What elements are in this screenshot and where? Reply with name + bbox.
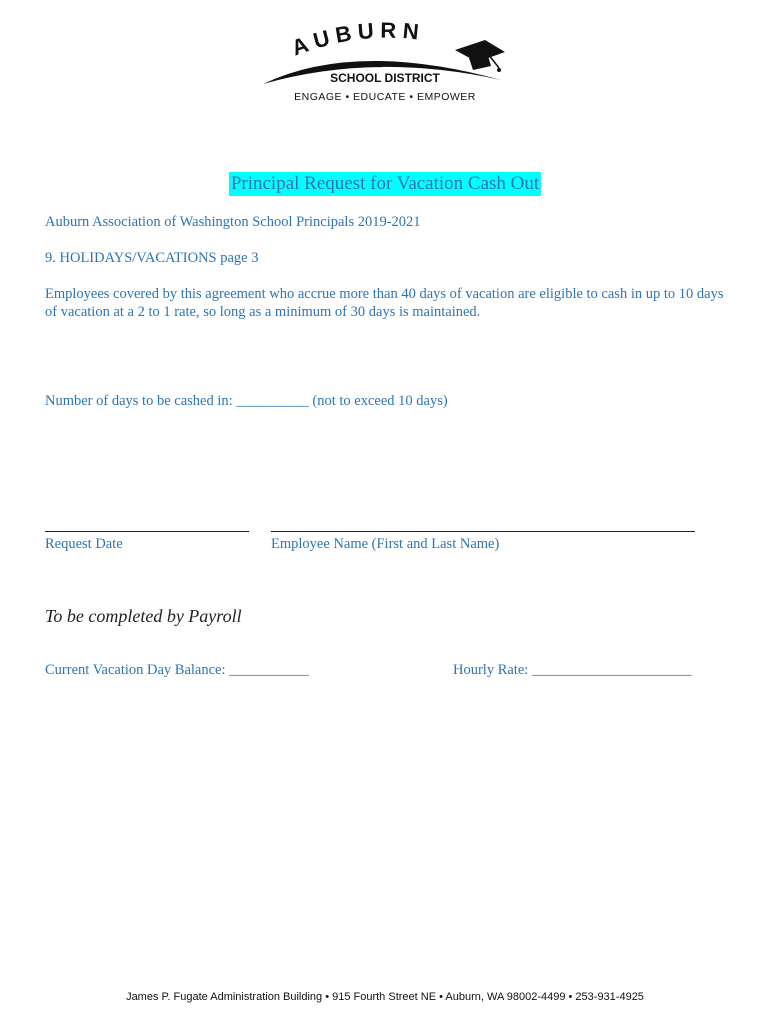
section-reference: 9. HOLIDAYS/VACATIONS page 3 bbox=[45, 250, 259, 266]
footer-address: James P. Fugate Administration Building • 915 Fourth Street NE • Auburn, WA 98002-4499 • 253-931-4925 bbox=[126, 991, 644, 1003]
employee-name-line[interactable] bbox=[271, 531, 695, 532]
logo-name: AUBURN bbox=[288, 22, 426, 61]
policy-text: Employees covered by this agreement who accrue more than 40 days of vacation are eligible to cash in up to 10 days of vacation at a 2 to 1 rate, so long as a minimum of 30 days is maintained. bbox=[45, 286, 724, 320]
logo-subtitle: SCHOOL DISTRICT bbox=[330, 71, 440, 85]
graduation-cap-icon bbox=[455, 40, 505, 72]
days-to-cash-field[interactable]: Number of days to be cashed in: __________ (not to exceed 10 days) bbox=[45, 393, 448, 409]
employee-name-label: Employee Name (First and Last Name) bbox=[271, 536, 500, 552]
organization-line: Auburn Association of Washington School Principals 2019-2021 bbox=[45, 214, 421, 230]
request-date-line[interactable] bbox=[45, 531, 249, 532]
hourly-rate-field[interactable]: Hourly Rate: ______________________ bbox=[453, 662, 692, 678]
request-date-label: Request Date bbox=[45, 536, 123, 552]
auburn-school-district-logo bbox=[255, 22, 515, 108]
payroll-heading: To be completed by Payroll bbox=[45, 606, 242, 626]
logo-tagline: ENGAGE • EDUCATE • EMPOWER bbox=[294, 91, 476, 103]
document-title: Principal Request for Vacation Cash Out bbox=[230, 173, 540, 194]
vacation-balance-field[interactable]: Current Vacation Day Balance: ___________ bbox=[45, 662, 309, 678]
